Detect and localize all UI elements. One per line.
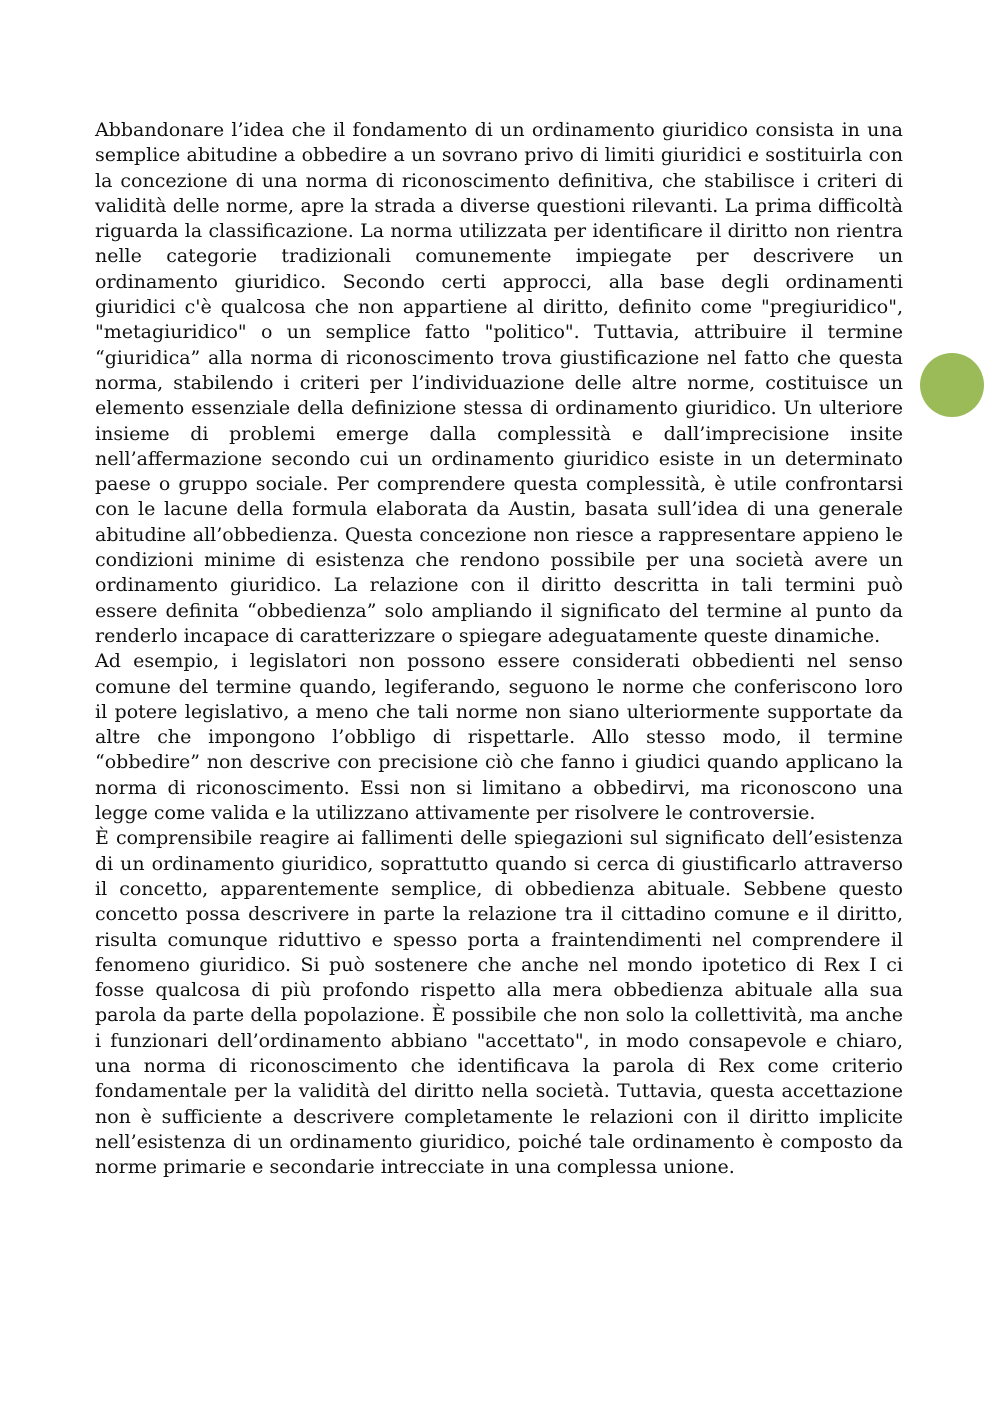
body-text: [95, 118, 903, 1180]
green-circle-marker: [920, 353, 984, 417]
paragraph-1: Abbandonare l’idea che il fondamento di un ordinamento giuridico consista in una semplice abitudine a obbedire a un sovrano privo di limiti giuridici e sostituirla con la concezione di una norma di riconoscimento definitiva, che stabilisce i criteri di validità delle norme, apre la strada a diverse questioni rilevanti. La prima difficoltà riguarda la classificazione. La norma utilizzata per identificare il diritto non rientra nelle categorie tradizionali comunemente impiegate per descrivere un ordinamento giuridico. Secondo certi approcci, alla base degli ordinamenti giuridici c'è qualcosa che non appartiene al diritto, definito come "pregiuridico", "metagiuridico" o un semplice fatto "politico". Tuttavia, attribuire il termine “giuridica” alla norma di riconoscimento trova giustificazione nel fatto che questa norma, stabilendo i criteri per l’individuazione delle altre norme, costituisce un elemento essenziale della definizione stessa di ordinamento giuridico. Un ulteriore insieme di problemi emerge dalla complessità e dall’imprecisione insite nell’affermazione secondo cui un ordinamento giuridico esiste in un determinato paese o gruppo sociale. Per comprendere questa complessità, è utile confrontarsi con le lacune della formula elaborata da Austin, basata sull’idea di una generale abitudine all’obbedienza. Questa concezione non riesce a rappresentare appieno le condizioni minime di esistenza che rendono possibile per una società avere un ordinamento giuridico. La relazione con il diritto descritta in tali termini può essere definita “obbedienza” solo ampliando il significato del termine al punto da renderlo incapace di caratterizzare o spiegare adeguatamente queste dinamiche.: [95, 119, 903, 647]
paragraph-3: È comprensibile reagire ai fallimenti delle spiegazioni sul significato dell’esistenza di un ordinamento giuridico, soprattutto quando si cerca di giustificarlo attraverso il concetto, apparentemente semplice, di obbedienza abituale. Sebbene questo concetto possa descrivere in parte la relazione tra il cittadino comune e il diritto, risulta comunque riduttivo e spesso porta a fraintendimenti nel comprendere il fenomeno giuridico. Si può sostenere che anche nel mondo ipotetico di Rex I ci fosse qualcosa di più profondo rispetto alla mera obbedienza abituale alla sua parola da parte della popolazione. È possibile che non solo la collettività, ma anche i funzionari dell’ordinamento abbiano "accettato", in modo consapevole e chiaro, una norma di riconoscimento che identificava la parola di Rex come criterio fondamentale per la validità del diritto nella società. Tuttavia, questa accettazione non è sufficiente a descrivere completamente le relazioni con il diritto implicite nell’esistenza di un ordinamento giuridico, poiché tale ordinamento è composto da norme primarie e secondarie intrecciate in una complessa unione.: [95, 827, 903, 1179]
paragraph-2: Ad esempio, i legislatori non possono essere considerati obbedienti nel senso comune del termine quando, legiferando, seguono le norme che conferiscono loro il potere legislativo, a meno che tali norme non siano ulteriormente supportate da altre che impongono l’obbligo di rispettarle. Allo stesso modo, il termine “obbedire” non descrive con precisione ciò che fanno i giudici quando applicano la norma di riconoscimento. Essi non si limitano a obbedirvi, ma riconoscono una legge come valida e la utilizzano attivamente per risolvere le controversie.: [95, 650, 903, 825]
